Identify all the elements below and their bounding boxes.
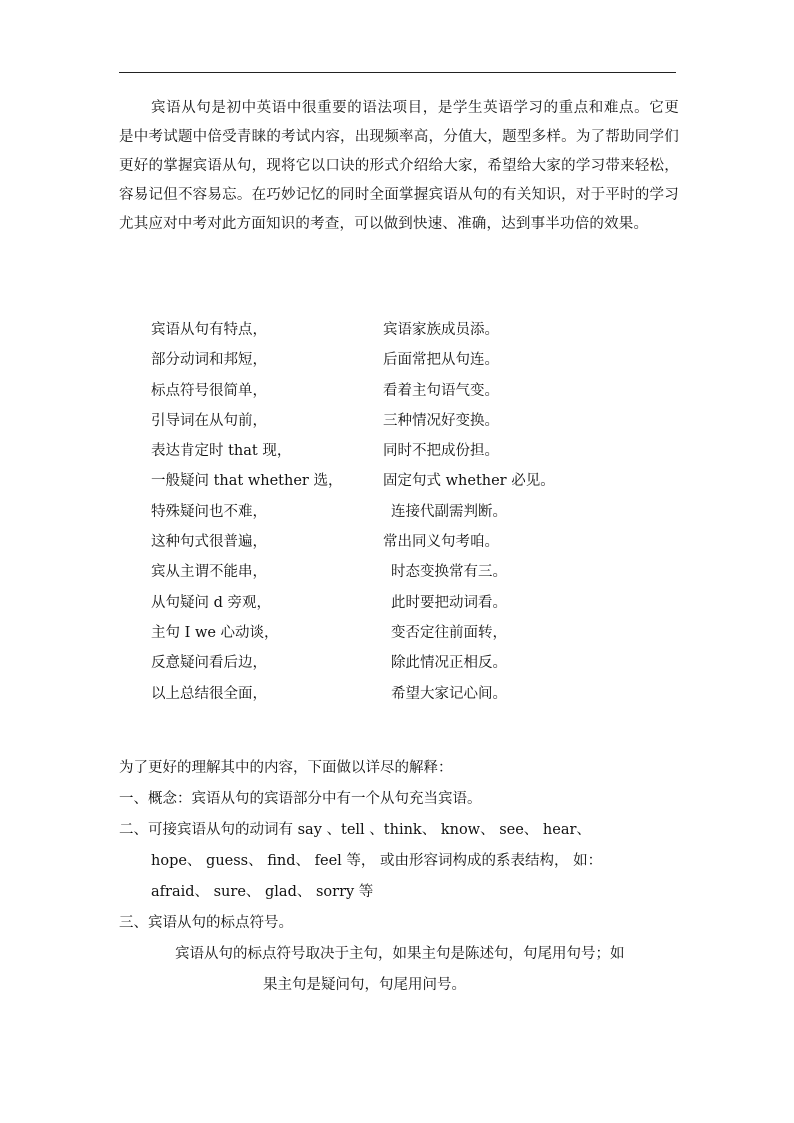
item-two-verbs-cont: hope、 guess、 find、 feel 等， 或由形容词构成的系表结构， 如： [151,853,603,869]
verse-left: 反意疑问看后边， [151,655,267,672]
explanation-intro: 为了更好的理解其中的内容，下面做以详尽的解释： [119,760,453,776]
verse-right: 时态变换常有三。 [391,564,507,581]
verse-right: 常出同义句考咱。 [383,534,499,551]
verse-right: 同时不把成份担。 [383,443,499,460]
verse-right: 三种情况好变换。 [383,412,499,429]
item-two-verbs: 二、可接宾语从句的动词有 say 、tell 、think、 know、 see、 hear、 [119,822,591,838]
verse-left: 引导词在从句前， [151,412,267,429]
verse-right: 希望大家记心间。 [391,685,507,702]
verse-left: 宾语从句有特点， [151,322,267,338]
verse-right: 此时要把动词看。 [391,594,507,611]
header-rule [119,72,676,73]
verse-right: 固定句式 whether 必见。 [383,473,555,490]
intro-paragraph: 宾语从句是初中英语中很重要的语法项目，是学生英语学习的重点和难点。它更是中考试题中倍受青睐的考试内容，出现频率高，分值大，题型多样。为了帮助同学们更好的掌握宾语从句，现将它以口诀的形式介绍给大家，希望给大家的学习带来轻松，容易记但不容易忘。在巧妙记忆的同时全面掌握宾语从句的有关知识，对于平时的学习尤其应对中考对此方面知识的考查，可以做到快速、准确，达到事半功倍的效果。 [119,100,679,232]
verse-left: 特殊疑问也不难， [151,503,267,520]
verse-right: 宾语家族成员添。 [383,322,499,338]
verse-left: 从句疑问 d 旁观， [151,594,271,611]
verse-right: 变否定往前面转， [391,624,507,641]
verse-right: 连接代副需判断。 [391,503,507,520]
item-three-punctuation: 三、宾语从句的标点符号。 [119,915,293,931]
item-three-detail: 宾语从句的标点符号取决于主句，如果主句是陈述句，句尾用句号；如 [175,946,625,962]
verse-left: 表达肯定时 that 现， [151,443,292,460]
verse-left: 以上总结很全面， [151,685,267,702]
verse-left: 一般疑问 that whether 选， [151,473,343,490]
verse-left: 标点符号很简单， [151,382,267,399]
item-one-concept: 一、概念：宾语从句的宾语部分中有一个从句充当宾语。 [119,791,482,807]
verse-left: 这种句式很普遍， [151,534,267,551]
verse-left: 部分动词和邦短， [151,352,267,369]
verse-right: 看着主句语气变。 [383,382,499,399]
verse-right: 除此情况正相反。 [391,655,507,672]
item-three-detail-cont: 果主句是疑问句，句尾用问号。 [263,977,466,993]
verse-left: 主句 I we 心动谈， [151,624,279,641]
verse-right: 后面常把从句连。 [383,352,499,369]
item-two-adjectives: afraid、 sure、 glad、 sorry 等 [151,884,374,900]
verse-left: 宾从主谓不能串， [151,564,267,581]
